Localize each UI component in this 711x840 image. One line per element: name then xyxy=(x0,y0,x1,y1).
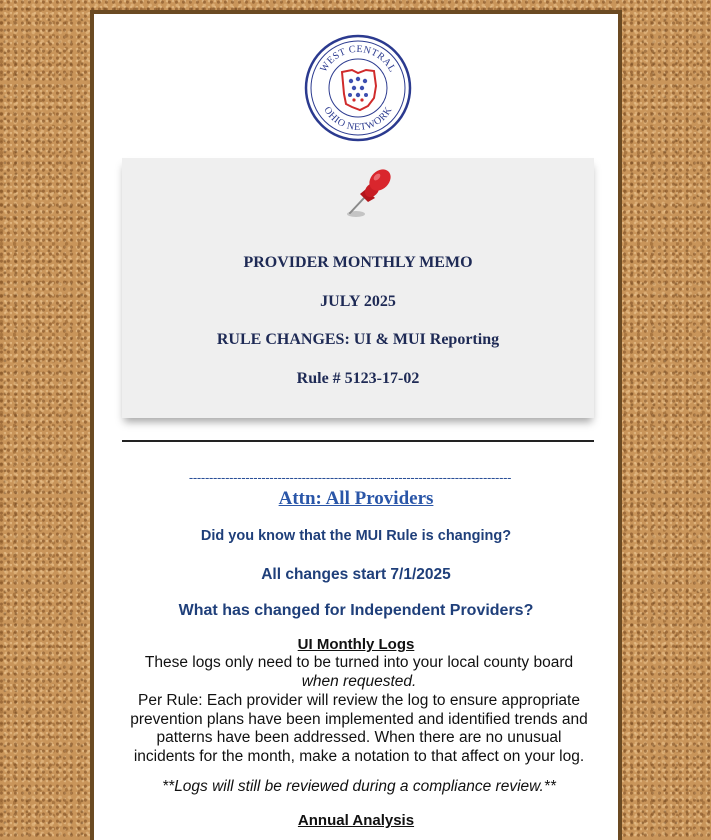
ui-logs-line2: when requested. xyxy=(301,673,417,690)
memo-paper xyxy=(90,10,622,840)
start-date-heading: All changes start 7/1/2025 xyxy=(261,566,451,583)
ui-logs-paragraph: Per Rule: Each provider will review the log to ensure appropriate prevention plans have been implemented and identified trends and patterns have been addressed. When there are no unusual incidents for the month, make a notation to that affect on your log. xyxy=(130,692,588,765)
annual-analysis-heading: Annual Analysis xyxy=(297,812,415,829)
memo-rule-number: Rule # 5123-17-02 xyxy=(296,370,420,387)
west-central-ohio-network-logo xyxy=(304,34,412,142)
what-changed-heading: What has changed for Independent Providers? xyxy=(178,602,534,619)
svg-text:OHIO NETWORK: OHIO NETWORK xyxy=(321,104,395,134)
memo-header-box xyxy=(122,158,594,418)
red-pushpin-icon xyxy=(342,164,396,220)
memo-month: JULY 2025 xyxy=(320,293,396,310)
ui-logs-line1: These logs only need to be turned into your local county board xyxy=(144,654,574,671)
memo-title: PROVIDER MONTHLY MEMO xyxy=(243,254,473,271)
dashed-separator: -------------------------------------------------------------------------------- xyxy=(188,470,512,485)
compliance-note: **Logs will still be reviewed during a compliance review.** xyxy=(162,778,556,795)
mui-rule-question: Did you know that the MUI Rule is changing? xyxy=(200,528,512,544)
attn-heading: Attn: All Providers xyxy=(278,488,434,509)
memo-subject: RULE CHANGES: UI & MUI Reporting xyxy=(216,331,500,348)
ui-monthly-logs-heading: UI Monthly Logs xyxy=(297,636,415,653)
svg-text:WEST CENTRAL: WEST CENTRAL xyxy=(318,43,398,75)
divider xyxy=(122,440,594,442)
